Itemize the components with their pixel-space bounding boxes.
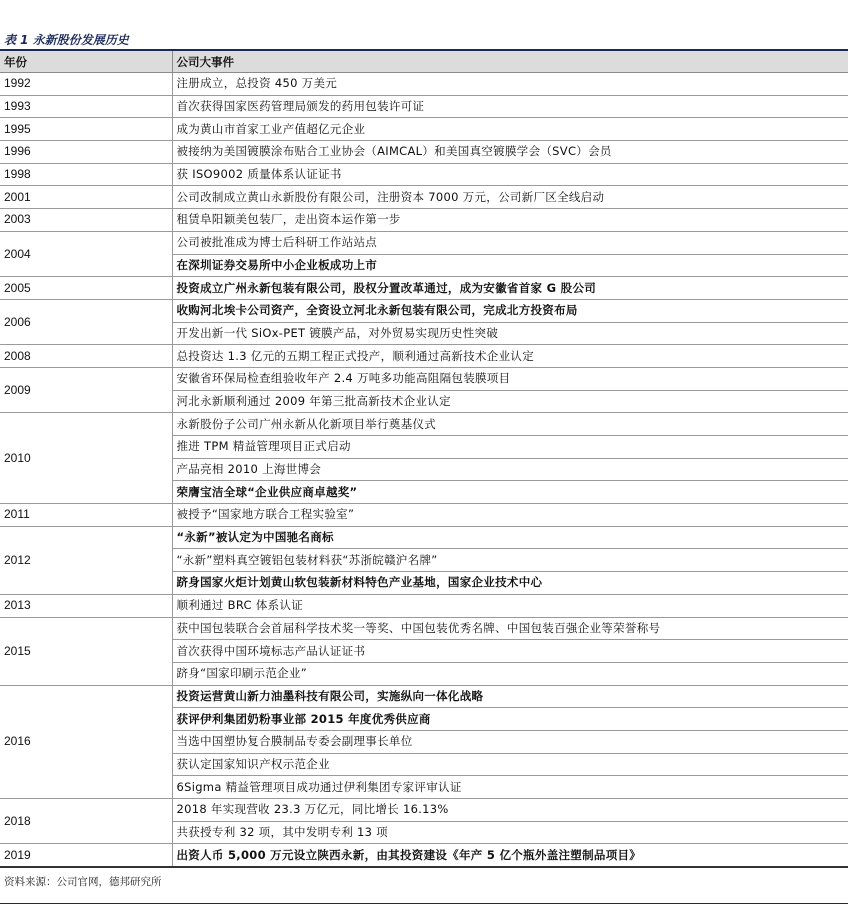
table-row xyxy=(0,367,848,390)
year-cell: 2010 xyxy=(0,413,172,504)
table-row xyxy=(0,526,848,549)
year-cell: 2005 xyxy=(0,277,172,300)
year-cell: 1995 xyxy=(0,118,172,141)
event-cell: 安徽省环保局检查组验收年产 2.4 万吨多功能高阻隔包装膜项目 xyxy=(172,367,848,390)
table-row xyxy=(0,277,848,300)
year-cell: 2019 xyxy=(0,844,172,867)
table-header-row xyxy=(0,51,848,73)
event-cell: 获中国包装联合会首届科学技术奖一等奖、中国包装优秀名牌、中国包装百强企业等荣誉称号 xyxy=(172,617,848,640)
event-cell: 6Sigma 精益管理项目成功通过伊利集团专家评审认证 xyxy=(172,776,848,799)
event-cell: 跻身国家火炬计划黄山软包装新材料特色产业基地，国家企业技术中心 xyxy=(172,572,848,595)
year-cell: 2012 xyxy=(0,526,172,594)
event-cell: 开发出新一代 SiOx-PET 镀膜产品，对外贸易实现历史性突破 xyxy=(172,322,848,345)
event-cell: 公司被批准成为博士后科研工作站站点 xyxy=(172,231,848,254)
event-cell: 荣膺宝洁全球“企业供应商卓越奖” xyxy=(172,481,848,504)
table-row xyxy=(0,186,848,209)
event-cell: 永新股份子公司广州永新从化新项目举行奠基仪式 xyxy=(172,413,848,436)
year-cell: 2009 xyxy=(0,367,172,412)
event-cell: 产品亮相 2010 上海世博会 xyxy=(172,458,848,481)
year-cell: 2011 xyxy=(0,504,172,527)
bottom-rule xyxy=(0,903,848,904)
table-row xyxy=(0,504,848,527)
year-cell: 1993 xyxy=(0,95,172,118)
event-cell: “永新”被认定为中国驰名商标 xyxy=(172,526,848,549)
event-cell: 共获授专利 32 项，其中发明专利 13 项 xyxy=(172,821,848,844)
event-cell: 河北永新顺利通过 2009 年第三批高新技术企业认定 xyxy=(172,390,848,413)
year-cell: 2006 xyxy=(0,299,172,344)
year-cell: 1992 xyxy=(0,73,172,96)
header-event: 公司大事件 xyxy=(172,51,848,73)
event-cell: 总投资达 1.3 亿元的五期工程正式投产，顺利通过高新技术企业认定 xyxy=(172,345,848,368)
table-row xyxy=(0,141,848,164)
year-cell: 1996 xyxy=(0,141,172,164)
table-row xyxy=(0,594,848,617)
event-cell: 首次获得国家医药管理局颁发的药用包装许可证 xyxy=(172,95,848,118)
year-cell: 2018 xyxy=(0,799,172,844)
year-cell: 2003 xyxy=(0,209,172,232)
table-row xyxy=(0,844,848,867)
event-cell: 公司改制成立黄山永新股份有限公司，注册资本 7000 万元，公司新厂区全线启动 xyxy=(172,186,848,209)
event-cell: 顺利通过 BRC 体系认证 xyxy=(172,594,848,617)
event-cell: 投资运营黄山新力油墨科技有限公司，实施纵向一体化战略 xyxy=(172,685,848,708)
event-cell: “永新”塑料真空镀铝包装材料获“苏浙皖赣沪名牌” xyxy=(172,549,848,572)
year-cell: 2016 xyxy=(0,685,172,798)
table-row xyxy=(0,617,848,640)
event-cell: 2018 年实现营收 23.3 万亿元，同比增长 16.13% xyxy=(172,799,848,822)
year-cell: 2001 xyxy=(0,186,172,209)
table-row xyxy=(0,163,848,186)
table-row xyxy=(0,413,848,436)
table-row xyxy=(0,345,848,368)
table-row xyxy=(0,685,848,708)
event-cell: 获 ISO9002 质量体系认证证书 xyxy=(172,163,848,186)
source-note: 资料来源：公司官网，德邦研究所 xyxy=(4,876,162,888)
event-cell: 租赁阜阳颖美包装厂，走出资本运作第一步 xyxy=(172,209,848,232)
event-cell: 收购河北埃卡公司资产，全资设立河北永新包装有限公司，完成北方投资布局 xyxy=(172,299,848,322)
year-cell: 2008 xyxy=(0,345,172,368)
event-cell: 被接纳为美国镀膜涂布贴合工业协会（AIMCAL）和美国真空镀膜学会（SVC）会员 xyxy=(172,141,848,164)
table-row xyxy=(0,209,848,232)
event-cell: 首次获得中国环境标志产品认证证书 xyxy=(172,640,848,663)
table-row xyxy=(0,118,848,141)
table-row xyxy=(0,299,848,322)
year-cell: 1998 xyxy=(0,163,172,186)
year-cell: 2004 xyxy=(0,231,172,276)
event-cell: 在深圳证券交易所中小企业板成功上市 xyxy=(172,254,848,277)
table-caption: 表 1 永新股份发展历史 xyxy=(4,33,129,47)
history-table xyxy=(0,51,848,868)
year-cell: 2013 xyxy=(0,594,172,617)
event-cell: 当选中国塑协复合膜制品专委会副理事长单位 xyxy=(172,730,848,753)
event-cell: 成为黄山市首家工业产值超亿元企业 xyxy=(172,118,848,141)
table-row xyxy=(0,231,848,254)
table-row xyxy=(0,73,848,96)
event-cell: 获评伊利集团奶粉事业部 2015 年度优秀供应商 xyxy=(172,708,848,731)
event-cell: 跻身“国家印刷示范企业” xyxy=(172,662,848,685)
event-cell: 被授予“国家地方联合工程实验室” xyxy=(172,504,848,527)
table-row xyxy=(0,95,848,118)
event-cell: 投资成立广州永新包装有限公司，股权分置改革通过，成为安徽省首家 G 股公司 xyxy=(172,277,848,300)
table-body xyxy=(0,73,848,868)
event-cell: 推进 TPM 精益管理项目正式启动 xyxy=(172,436,848,459)
event-cell: 注册成立，总投资 450 万美元 xyxy=(172,73,848,96)
event-cell: 获认定国家知识产权示范企业 xyxy=(172,753,848,776)
header-year: 年份 xyxy=(0,51,172,73)
year-cell: 2015 xyxy=(0,617,172,685)
table-row xyxy=(0,799,848,822)
event-cell: 出资人币 5,000 万元设立陕西永新，由其投资建设《年产 5 亿个瓶外盖注塑制品项目》 xyxy=(172,844,848,867)
